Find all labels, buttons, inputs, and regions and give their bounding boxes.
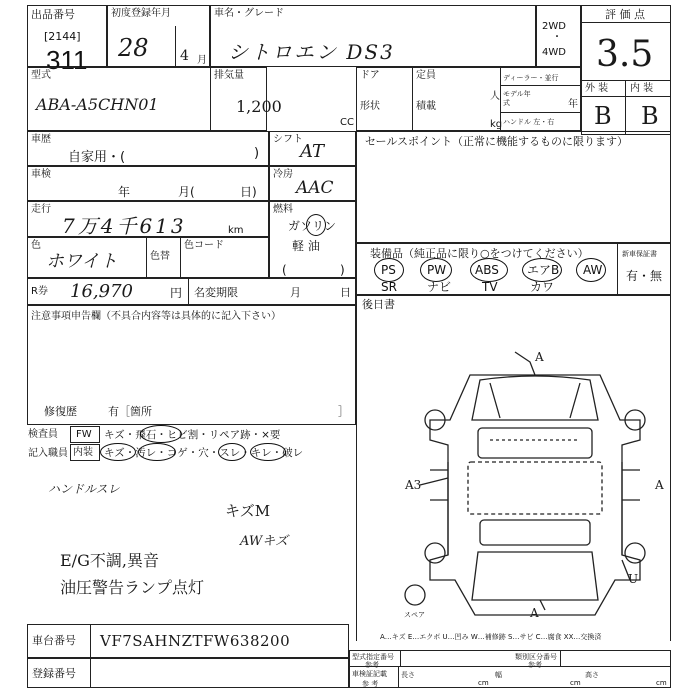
mark-spare: スペア [404,611,425,619]
mileage-value: 7万4千613 [62,214,187,238]
mileage-label: 走行 [31,204,51,215]
first-reg-label: 初度登録年月 [111,8,171,19]
inspection-label: 車検 [31,169,51,180]
name-label: 車名・グレード [214,8,284,19]
equip-ps: PS [381,263,396,277]
fuel-paren-close: ) [340,263,345,277]
fuel-paren-open: ( [282,263,287,277]
equip-pw: PW [427,263,447,277]
recorder-label: 記入職員 [28,448,68,459]
legend: A…キズ E…エクボ U…凹み W…補修跡 S…サビ C…腐食 XX…交換済 [380,633,602,641]
name-change-month: 月 [290,286,301,299]
first-reg-month: 4 [180,48,189,64]
warranty-value: 有・無 [626,269,663,283]
class-ref: 参考 [528,661,542,669]
inspector-interior: 内装 [73,447,93,458]
shift-label: シフト [273,134,303,145]
color-shade-label: 色替 [150,251,170,262]
interior-label: 内 装 [630,83,654,94]
fuel-label: 燃料 [273,204,293,215]
notes-label: 注意事項申告欄（不具合内容等は具体的に記入下さい） [31,311,281,322]
inspector-label: 検査員 [28,429,58,440]
later-docs-label: 後日書 [362,298,395,311]
inspector-items: キズ・飛石・ヒビ割・リペア跡・×要 [104,429,281,441]
type-ref: 参考 [365,661,379,669]
fuel-gas: ガソリン [288,219,337,233]
name-change-label: 名変期限 [194,286,238,299]
equip-aw: AW [583,263,603,277]
color-value: ホワイト [46,251,118,272]
disp-unit: CC [340,117,354,128]
mark-right-u: U [628,572,639,586]
note-handle-scuff: ハンドルスレ [48,482,120,496]
history-label: 車歴 [31,134,51,145]
model-label: 型式 [31,70,51,81]
interior-grade: B [641,102,659,130]
inspection-month: 月( [178,185,195,199]
inspection-day: 日) [240,185,257,199]
inspector-items2: キズ・汚レ・コゲ・穴・スレ・キレ・破レ [104,447,304,459]
disp-label: 排気量 [214,70,244,81]
repair-label: 修復歴 [44,405,77,418]
lot-code: [2144] [44,30,81,43]
dealer-label: ディーラー・並行 [503,74,559,82]
shape-label: 形状 [360,101,380,112]
name-change-day: 日 [340,286,351,299]
type-number-label: 型式指定番号 [352,653,394,661]
length-unit: cm [478,679,489,687]
recycle-label: R券 [31,286,48,297]
recycle-unit: 円 [170,286,183,300]
height-unit: cm [656,679,667,687]
class-number-label: 類別区分番号 [515,653,557,661]
note-scratch-m: キズM [225,502,271,520]
equip-abs: ABS [475,263,499,277]
ac-value: AAC [296,178,334,198]
drive-dot: ・ [552,32,562,43]
equip-sr: SR [381,280,397,294]
warranty-label: 新車保証書 [622,250,657,258]
equipment-label: 装備品（純正品に限り○をつけてください） [370,247,589,260]
recycle-value: 16,970 [70,281,133,302]
exterior-grade: B [594,102,612,130]
disp-value: 1,200 [236,97,282,116]
equip-airbag: エアB [527,263,560,277]
cert-label: 車検証記載 [352,670,387,678]
cert-ref: 参 考 [362,680,379,688]
vin-label: 車台番号 [32,634,76,647]
reg-label: 登録番号 [32,667,76,680]
repair-close: ］ [338,405,349,418]
color-label: 色 [31,240,41,251]
drive-2wd: 2WD [542,21,566,32]
model-value: ABA-A5CHN01 [36,95,159,114]
inspector-fw: FW [76,429,92,440]
first-reg-month-unit: 月 [197,55,207,66]
width-label: 幅 [495,671,502,679]
lot-label: 出品番号 [31,8,75,21]
mark-right-a: A [655,478,664,492]
drive-4wd: 4WD [542,47,566,58]
load-label: 積載 [416,101,436,112]
mark-front-a: A [535,350,544,364]
repair-value: 有［箇所 [108,405,152,418]
door-label: ドア [360,70,380,81]
ac-label: 冷房 [273,169,293,180]
first-reg-year: 28 [118,34,149,62]
equip-leather: カワ [530,280,555,294]
fuel-diesel: 軽 油 [292,239,320,253]
color-code-label: 色コード [184,240,224,251]
note-aw-scratch: AWキズ [240,534,288,549]
capacity-label: 定員 [416,70,436,81]
shift-value: AT [300,141,325,162]
model-year-label: モデル年式 [503,90,531,107]
history-value: 自家用・( [68,150,126,165]
exterior-label: 外 装 [585,83,609,94]
car-name: シトロエン DS3 [228,40,395,64]
load-unit: kg [490,119,503,130]
sales-point-label: セールスポイント（正常に機能するものに限ります） [365,135,629,148]
lot-number: 311 [46,45,88,75]
equip-tv: TV [482,280,498,294]
vin-value: VF7SAHNZTFW638200 [100,632,291,650]
score-value: 3.5 [596,34,654,75]
score-label: 評 価 点 [605,8,645,21]
note-engine: E/G不調,異音 [60,551,159,570]
height-label: 高さ [585,671,599,679]
mileage-unit: km [228,225,244,236]
equip-navi: ナビ [427,280,452,294]
history-close: ) [254,146,260,161]
model-year-unit: 年 [568,99,578,110]
note-oil-lamp: 油圧警告ランプ点灯 [60,578,205,597]
handle-label: ハンドル 左・右 [503,118,555,126]
inspection-year: 年 [118,185,131,199]
capacity-unit: 人 [490,91,500,102]
mark-rear-a: A [530,606,539,620]
mark-left-a3: A3 [405,478,422,492]
width-unit: cm [570,679,581,687]
length-label: 長さ [401,671,415,679]
